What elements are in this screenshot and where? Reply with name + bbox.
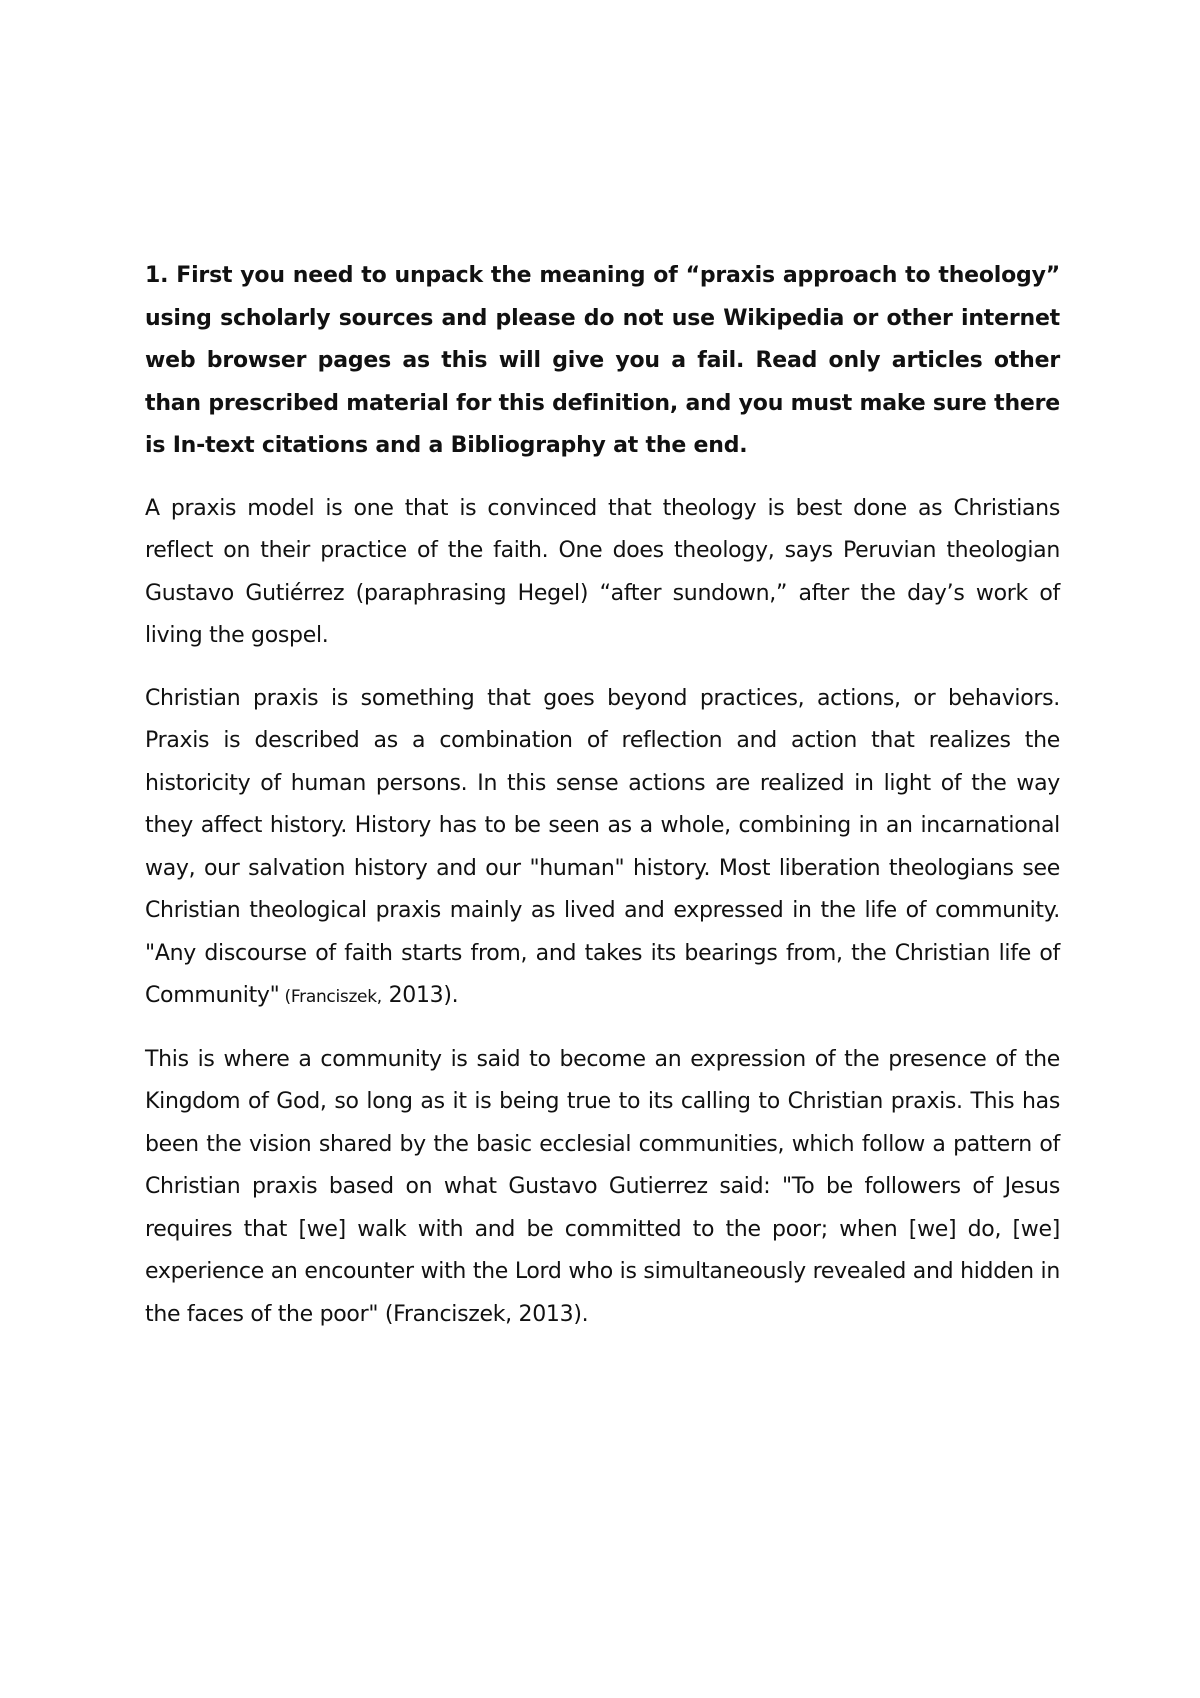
paragraph-christian-praxis-text: Christian praxis is something that goes beyond practices, actions, or behaviors. Praxis is described as a combination of reflection and action that realizes the historicity of human persons. In this sense actions are realized in light of the way they affect history. History has to be seen as a whole, combining in an incarnational way, our salvation history and our "human" history. Most liberation theologians see Christian theological praxis mainly as lived and expressed in the life of community. "Any discourse of faith starts from, and takes its bearings from, the Christian life of Community" bbox=[145, 685, 1060, 1008]
paragraph-community: This is where a community is said to become an expression of the presence of the Kingdom of God, so long as it is being true to its calling to Christian praxis. This has been the vision shared by the basic ecclesial communities, which follow a pattern of Christian praxis based on what Gustavo Gutierrez said: "To be followers of Jesus requires that [we] walk with and be committed to the poor; when [we] do, [we] experience an encounter with the Lord who is simultaneously revealed and hidden in the faces of the poor" (Franciszek, 2013). bbox=[145, 1046, 1060, 1327]
paragraph-christian-praxis bbox=[145, 678, 1060, 1019]
citation-year: 2013). bbox=[381, 983, 459, 1008]
paragraph-praxis-model: A praxis model is one that is convinced that theology is best done as Christians reflect on their practice of the faith. One does theology, says Peruvian theologian Gustavo Gutiérrez (paraphrasing Hegel) “after sundown,” after the day’s work of living the gospel. bbox=[145, 495, 1060, 648]
citation-author: (Franciszek, bbox=[279, 987, 382, 1007]
question-prompt: 1. First you need to unpack the meaning of “praxis approach to theology” using scholarly sources and please do not use Wikipedia or other internet web browser pages as this will give you a fail. Read only articles other than prescribed material for this definition, and you must make sure there is In-text citations and a Bibliography at the end. bbox=[145, 263, 1060, 458]
document-body bbox=[145, 255, 1060, 1356]
